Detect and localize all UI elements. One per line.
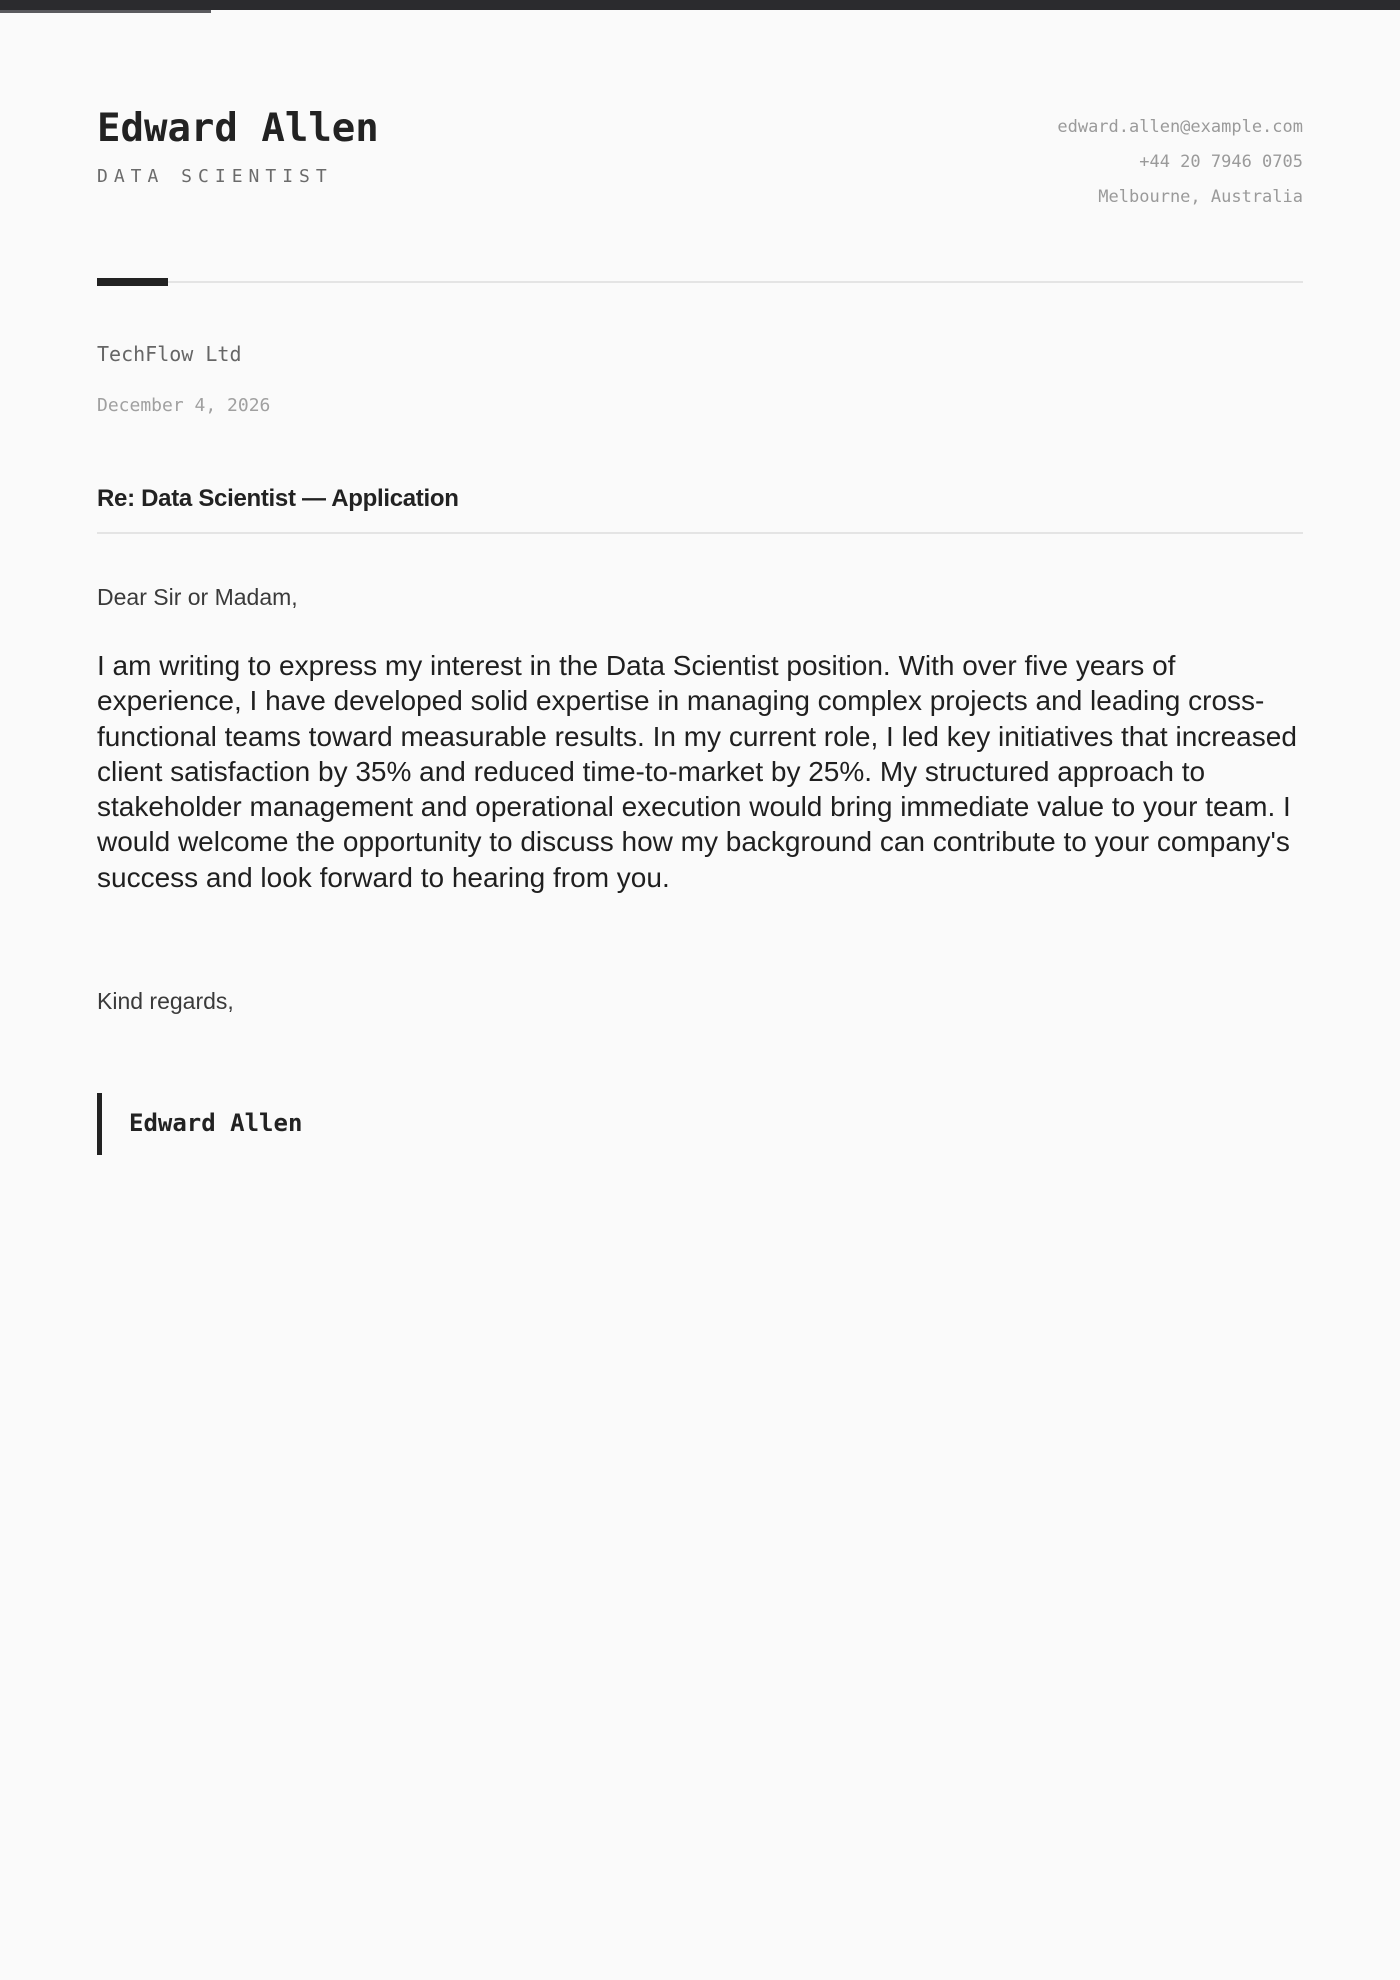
contact-location: Melbourne, Australia [1098, 187, 1303, 207]
letter-subject: Re: Data Scientist — Application [97, 485, 459, 512]
header-divider-accent [97, 278, 168, 286]
contact-email: edward.allen@example.com [1057, 117, 1303, 137]
top-bar-progress [0, 10, 211, 13]
letter-body: I am writing to express my interest in the Data Scientist position. With over five years of experience, I have developed solid expertise in managing complex projects and leading cross-functional teams toward measurable results. In my current role, I led key initiatives that increased client satisfaction by 35% and reduced time-to-market by 25%. My structured approach to stakeholder management and operational execution would bring immediate value to your team. I would welcome the opportunity to discuss how my background can contribute to your company's success and look forward to hearing from you. [97, 650, 1297, 893]
header-divider [168, 281, 1303, 283]
subject-divider [97, 532, 1303, 534]
recipient-company: TechFlow Ltd [97, 342, 242, 366]
sender-title: DATA SCIENTIST [97, 166, 333, 187]
signature-name: Edward Allen [129, 1109, 303, 1137]
sender-name: Edward Allen [97, 106, 379, 151]
contact-phone: +44 20 7946 0705 [1139, 152, 1303, 172]
letter-date: December 4, 2026 [97, 395, 271, 416]
top-bar [0, 0, 1400, 10]
letter-closing: Kind regards, [97, 988, 234, 1014]
letter-salutation: Dear Sir or Madam, [97, 584, 298, 610]
signature-bar [97, 1093, 102, 1155]
contact-block [1057, 110, 1303, 215]
